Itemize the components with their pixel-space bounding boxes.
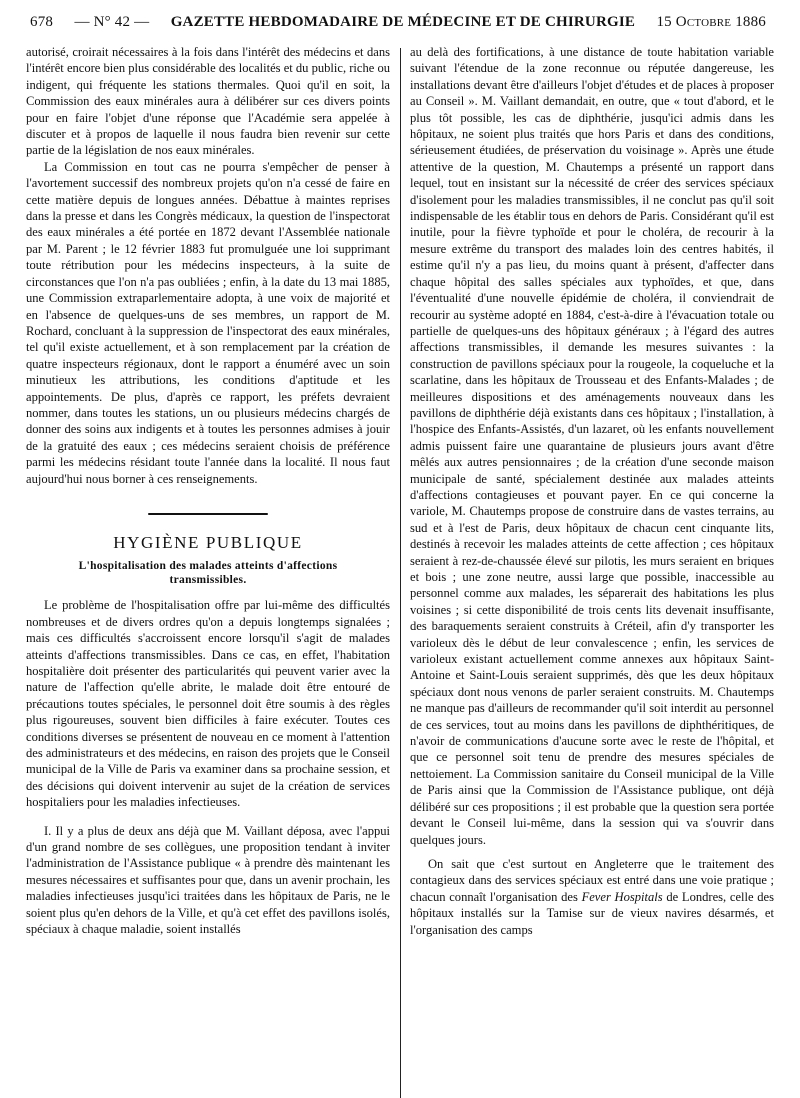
section-subtitle: L'hospitalisation des malades atteints d'affections transmissibles. xyxy=(78,560,338,587)
right-paragraph-2-end: de Londres, celle des hôpitaux installés sur la Tamise sur de vieux navires désarmés, et l'organisation des camps xyxy=(410,889,774,937)
running-header xyxy=(26,14,774,38)
paragraph-gap xyxy=(410,848,774,856)
section-separator xyxy=(148,513,268,515)
column-divider xyxy=(400,48,401,1098)
right-paragraph-2 xyxy=(410,856,774,938)
issue-date xyxy=(656,14,766,31)
right-column xyxy=(410,44,774,938)
date-year: 1886 xyxy=(735,14,766,30)
date-day: 15 xyxy=(656,14,672,30)
fever-hospitals-italic: Fever Hospitals xyxy=(581,889,663,904)
date-month: Octobre xyxy=(675,14,732,30)
text-columns xyxy=(26,44,774,938)
left-paragraph-4: I. Il y a plus de deux ans déjà que M. Vaillant déposa, avec l'appui d'un grand nombre de ses collègues, une proposition tendant à inviter l'administration de l'Assistance publique « à prendre dès maintenant les mesures nécessaires et suffisantes pour que, dans un avenir prochain, les maladies infectieuses jusqu'ici traitées dans les hôpitaux de Paris, ne le soient plus qu'en dehors de la Ville, et qu'à cet effet des pavillons isolés, spéciaux à chaque maladie, soient installés xyxy=(26,823,390,937)
issue-number: — N° 42 — xyxy=(74,14,150,30)
left-paragraph-1: autorisé, croirait nécessaires à la fois dans l'intérêt des médecins et dans l'intérêt encore bien plus considérable des localités et du public, riche ou indigent, qui fréquente les stations thermales. Quoi qu'il en soit, la Commission des eaux minérales aura à délibérer sur ces divers points pour en faire l'objet d'une réponse que l'Académie sera appelée à discuter et à propos de laquelle il nous faudra bien revenir sur cette partie de la législation de nos eaux minérales. xyxy=(26,45,390,158)
paragraph-gap xyxy=(26,811,390,823)
section-title: HYGIÈNE PUBLIQUE xyxy=(113,532,303,552)
journal-title: GAZETTE HEBDOMADAIRE DE MÉDECINE ET DE CHIRURGIE xyxy=(170,14,636,30)
left-paragraph-3: Le problème de l'hospitalisation offre par lui-même des difficultés nombreuses et de divers ordres qu'on a depuis longtemps signalées ; mais ces difficultés s'accroissent encore lorsqu'il s'agit de malades atteints d'affections transmissibles. Dans ce cas, en effet, l'habitation hospitalière doit présenter des particularités qui peuvent varier avec la nature de l'affection qu'elle abrite, le malade doit être entouré de précautions toutes spéciales, le personnel doit être soumis à des règles plus rigoureuses, souvent bien difficiles à faire exécuter. Toutes ces conditions diverses se présentent de nouveau en ce moment à l'attention des administrateurs et des médecins, en raison des projets que le Conseil municipal de la Ville de Paris va examiner dans sa prochaine session, et des décisions qui doivent intervenir au sujet de la création de services hospitaliers pour les maladies infectieuses. xyxy=(26,598,390,810)
right-paragraph-1: au delà des fortifications, à une distance de toute habitation variable suivant l'étendue de la zone reconnue ou réputée dangereuse, les installations devant être d'ailleurs l'objet d'études et de places à proposer au Conseil ». M. Vaillant demandait, en outre, que « tout d'abord, et le plus tôt possible, les cas de diphthérie, jusqu'ici admis dans les hôpitaux, ne soient plus traités que hors Paris et dans des conditions, sérieusement étudiées, de préservation du voisinage ». Après une étude attentive de la question, M. Chautemps a présenté un rapport dans lequel, tout en insistant sur la nécessité de créer des services spéciaux d'isolement pour les maladies transmissibles, il ne conclut pas qu'il soit indispensable de les établir tous en dehors de Paris. Considérant qu'il est inutile, pour la fièvre typhoïde et pour le choléra, de recourir à la mesure extrême du transport des malades loin des centres habités, il estime qu'il n'y a pas lieu, du moins quant à présent, d'affecter dans chaque hôpital des salles spéciales aux typhoïdes, et que, dans l'éventualité d'une nouvelle épidémie de choléra, il conviendrait de recourir au système adopté en 1884, c'est-à-dire à l'évacuation totale ou partielle de quelques-uns des hôpitaux généraux ; à l'égard des autres affections transmissibles, il demande les mesures suivantes : la construction de pavillons spéciaux pour la rougeole, la coqueluche et la scarlatine, dans les hôpitaux de Trousseau et des Enfants-Malades ; de meilleures dispositions et des aménagements nouveaux dans les pavillons de diphthérie déjà existants dans ces hôpitaux ; l'installation, à l'hospice des Enfants-Assistés, d'un lazaret, où les enfants nouvellement admis puissent faire une quarantaine de plusieurs jours avant d'être mêlés aux autres pensionnaires ; de la création d'une seconde maison municipale de santé, spécialement destinée aux malades atteints d'affections contagieuses et pouvant payer. En ce qui concerne la variole, M. Chautemps propose de construire dans de vastes terrains, au sud et à l'est de Paris, deux hôpitaux de chacun cent cinquante lits, destinés à recevoir les malades atteints de cette affection ; ces hôpitaux seraient à rez-de-chaussée élevé sur pilotis, les murs seraient en briques et bois ; une zone neutre, aussi large que possible, inaccessible au personnel comme aux malades, les séparerait des habitations les plus voisines ; si cette disponibilité de trois cents lits devenait insuffisante, des baraquements seraient construits à Créteil, afin d'y transporter les varioleux dès le début de leur convalescence ; enfin, les services de varioleux existant actuellement comme annexes aux hôpitaux Saint-Antoine et Saint-Louis seraient supprimés, dès que les deux hôpitaux spéciaux dont nous venons de parler seraient construits. M. Chautemps ne manque pas d'ailleurs de recommander qu'il soit interdit au personnel de ces services, tout au moins dans les pavillons de diphthéritiques, de n'avoir de communications d'aucune sorte avec le reste de l'hôpital, et que ce personnel soit tenu de prendre des mesures spéciales de nettoiement. La Commission sanitaire du Conseil municipal de la Ville de Paris ainsi que la Commission de l'Assistance publique, ont déjà délibéré sur ces propositions ; il est probable que la question sera portée devant le Conseil lui-même, dans la session qui va s'ouvrir dans quelques jours. xyxy=(410,45,774,847)
left-column xyxy=(26,44,390,938)
right-paragraph-2-start: On sait que c'est surtout en Angleterre que le traitement des contagieux dans des services spéciaux est entré dans une voie pratique ; chacun connaît l'organisation des xyxy=(410,856,774,904)
page-number: 678 xyxy=(30,14,54,30)
left-paragraph-2: La Commission en tout cas ne pourra s'empêcher de penser à l'avortement successif des nombreux projets qu'on n'a cessé de faire en cette matière depuis de longues années. Débattue à maintes reprises dans la presse et dans les Congrès médicaux, la question de l'inspectorat des eaux minérales a été portée en 1872 devant l'Assemblée nationale par M. Parent ; le 12 février 1883 fut promulguée une loi supprimant toute rétribution pour les médecins inspecteurs, à la suite de circonstances que l'on n'a pas oubliées ; enfin, à la date du 13 mai 1885, une Commission extraparlementaire adopta, à une voix de majorité et en l'absence de quelques-uns de ses membres, un rapport de M. Rochard, concluant à la suppression de l'inspectorat des eaux minérales, tel qu'il existe actuellement, et à son remplacement par la création de quatre inspecteurs régionaux, dont le rapport a énuméré avec un soin minutieux les attributions, les conditions d'aptitude et les appointements. De plus, d'après ce rapport, les préfets devraient nommer, dans toutes les stations, un ou plusieurs médecins chargés de donner des soins aux indigents et à toutes les personnes admises à jouir de la gratuité des eaux ; ces médecins seraient choisis de préférence parmi les médecins résidant toute l'année dans la localité. Il nous faut aujourd'hui nous borner à ces renseignements. xyxy=(26,159,390,486)
